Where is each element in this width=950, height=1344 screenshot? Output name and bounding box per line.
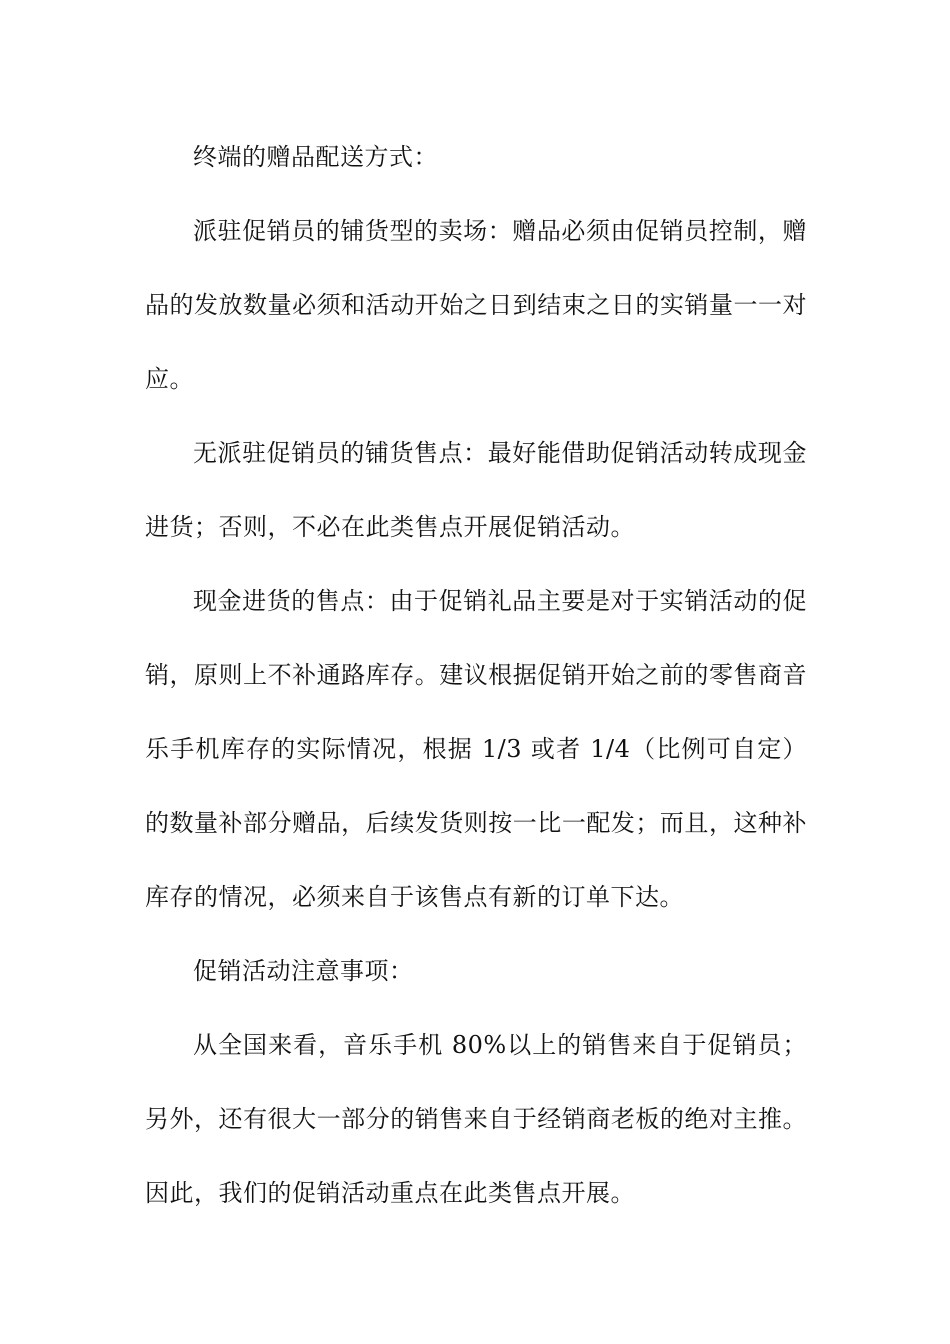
heading-gift-delivery: 终端的赠品配送方式： xyxy=(193,143,438,171)
paragraph-stationed-promoter-stores: 派驻促销员的铺货型的卖场：赠品必须由促销员控制，赠品的发放数量必须和活动开始之日到结束之日的实销量一一对应。 xyxy=(145,217,807,393)
document-body xyxy=(145,120,807,1230)
paragraph-unstationed-stores: 无派驻促销员的铺货售点：最好能借助促销活动转成现金进货；否则，不必在此类售点开展促销活动。 xyxy=(145,439,807,541)
heading-promotion-notes: 促销活动注意事项： xyxy=(193,957,414,985)
paragraph-national-sales: 从全国来看，音乐手机 80%以上的销售来自于促销员；另外，还有很大一部分的销售来自于经销商老板的绝对主推。因此，我们的促销活动重点在此类售点开展。 xyxy=(145,1031,807,1207)
paragraph-cash-purchase-stores: 现金进货的售点：由于促销礼品主要是对于实销活动的促销，原则上不补通路库存。建议根据促销开始之前的零售商音乐手机库存的实际情况，根据 1/3 或者 1/4（比例可自定）的数量补部分赠品，后续发货则按一比一配发；而且，这种补库存的情况，必须来自于该售点有新的订单下达。 xyxy=(145,587,807,911)
